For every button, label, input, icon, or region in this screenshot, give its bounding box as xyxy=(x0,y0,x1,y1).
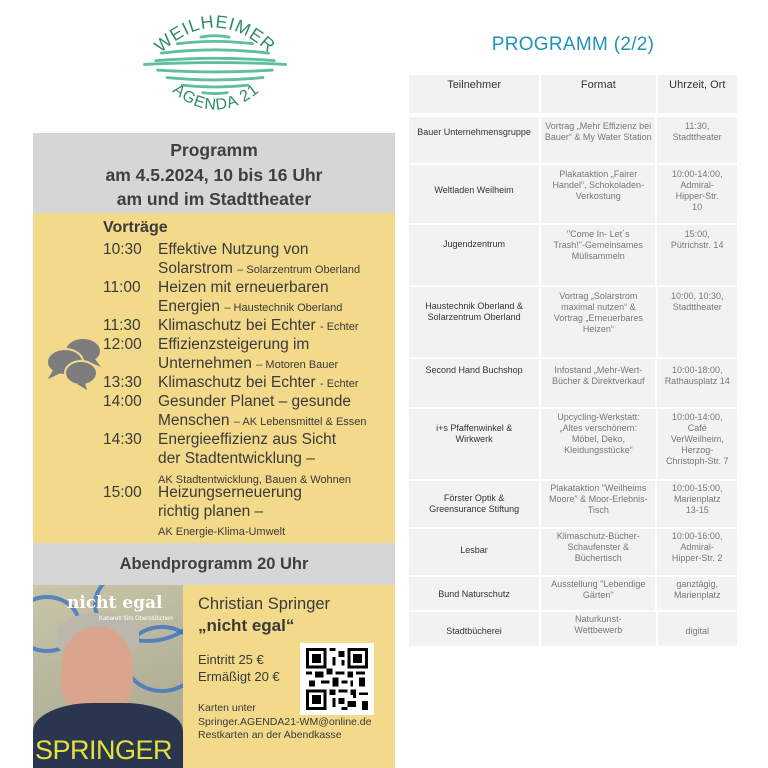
talk-speaker: AK Stadtentwicklung, Bauen & Wohnen xyxy=(158,474,352,486)
table-row xyxy=(409,529,737,575)
talk-title: Heizungserneuerung xyxy=(158,484,302,501)
table-row xyxy=(409,577,737,610)
talk-item xyxy=(103,316,393,337)
evening-header: Abendprogramm 20 Uhr xyxy=(33,543,395,585)
participant-cell: Förster Optik & Greensurance Stiftung xyxy=(409,481,539,527)
table-row xyxy=(409,409,737,479)
format-cell: Plakataktion „Fairer Handel“, Schokoladen-Verkostung xyxy=(541,165,655,223)
format-cell: Vortrag „Mehr Effizienz bei Bauer“ & My Water Station xyxy=(541,117,655,163)
qr-code-icon xyxy=(306,648,368,710)
talk-speaker: – Motoren Bauer xyxy=(256,359,339,371)
talk-speaker: – Haustechnik Oberland xyxy=(224,302,343,314)
header-line-3: am und im Stadttheater xyxy=(116,189,312,209)
participant-cell: Lesbar xyxy=(409,529,539,575)
poster-name: SPRINGER xyxy=(35,735,173,765)
talk-title: Gesunder Planet – gesunde xyxy=(158,393,352,410)
talk-time: 11:30 xyxy=(103,317,141,334)
participant-cell: Haustechnik Oberland & Solarzentrum Oberland xyxy=(409,287,539,357)
talk-title: Effektive Nutzung von xyxy=(158,241,309,258)
header-line-2: am 4.5.2024, 10 bis 16 Uhr xyxy=(105,164,323,185)
speech-bubbles-icon xyxy=(45,335,103,391)
table-header-row xyxy=(409,75,737,113)
talk-time: 13:30 xyxy=(103,374,142,391)
talk-item xyxy=(103,373,393,394)
talk-title-cont: Menschen xyxy=(158,412,230,429)
price-reduced: Ermäßigt 20 € xyxy=(198,669,280,684)
talk-speaker: – Solarzentrum Oberland xyxy=(237,264,361,276)
participant-cell: Second Hand Buchshop xyxy=(409,359,539,407)
show-title: „nicht egal“ xyxy=(198,616,295,635)
artist-name: Christian Springer xyxy=(198,595,331,613)
program-table xyxy=(409,75,737,646)
talk-item xyxy=(103,483,393,540)
format-cell: Upcycling-Werkstatt: „Altes verschönern: Möbel, Deko, Kleidungsstücke“ xyxy=(541,409,655,479)
table-row xyxy=(409,612,737,646)
talks-section xyxy=(33,213,395,543)
talk-title-cont: Solarstrom xyxy=(158,260,233,277)
participant-cell: Bund Naturschutz xyxy=(409,577,539,610)
time-place-cell: 10:00-18:00, Rathausplatz 14 xyxy=(657,359,737,407)
prices xyxy=(198,651,280,685)
time-place-cell: digital xyxy=(658,612,737,646)
format-cell: Vortrag „Solarstrom maximal nutzen“ & Vortrag „Erneuerbares Heizen“ xyxy=(541,287,655,357)
table-row xyxy=(409,225,737,285)
format-cell: Infostand „Mehr-Wert-Bücher & Direktverkauf xyxy=(541,359,655,407)
participant-cell: Jugendzentrum xyxy=(409,225,539,285)
talk-time: 12:00 xyxy=(103,336,142,353)
format-cell: Naturkunst-Wettbewerb xyxy=(541,612,656,646)
poster-image xyxy=(33,585,183,768)
talk-title-cont: Unternehmen xyxy=(158,355,252,372)
talk-title-cont: richtig planen – xyxy=(158,503,264,520)
table-row xyxy=(409,165,737,223)
program-header xyxy=(33,133,395,213)
format-cell: "Come In- Let´s Trash!"-Gemeinsames Müllsammeln xyxy=(541,225,655,285)
time-place-cell: 10:00-16:00, Admiral-Hipper-Str. 2 xyxy=(657,529,737,575)
talk-title: Energieeffizienz aus Sicht xyxy=(158,431,337,448)
weilheimer-agenda21-logo xyxy=(135,4,295,122)
svg-text:AGENDA 21: AGENDA 21 xyxy=(169,80,263,114)
poster-subtitle: Kabarett fürs Oberstübchen xyxy=(99,616,173,622)
talk-speaker: – AK Lebensmittel & Essen xyxy=(233,416,367,428)
ticket-label: Karten unter xyxy=(198,702,256,714)
talk-item xyxy=(103,240,393,280)
format-cell: Ausstellung "Lebendige Gärten" xyxy=(541,577,655,610)
header-line-1: Programm xyxy=(170,140,258,160)
talks-title: Vorträge xyxy=(103,219,168,236)
column-header-format: Format xyxy=(541,75,655,113)
talk-time: 11:00 xyxy=(103,279,141,296)
time-place-cell: 10:00-14:00, Café VerWeilheim, Herzog-Christoph-Str. 7 xyxy=(658,409,737,479)
time-place-cell: 10:00-14:00, Admiral-Hipper-Str. 10 xyxy=(657,165,737,223)
talk-title-cont: der Stadtentwicklung – xyxy=(158,450,315,467)
talk-item xyxy=(103,392,393,432)
table-row xyxy=(409,359,737,407)
talk-title: Klimaschutz bei Echter xyxy=(158,317,316,334)
time-place-cell: 10:00, 10:30, Stadttheater xyxy=(658,287,738,357)
time-place-cell: 10:00-15:00, Marienplatz 13-15 xyxy=(657,481,737,527)
box-office-note: Restkarten an der Abendkasse xyxy=(198,729,342,741)
logo-waves-icon xyxy=(135,4,295,122)
table-row xyxy=(409,481,737,527)
talk-speaker: - Echter xyxy=(319,321,359,333)
qr-code[interactable] xyxy=(300,643,374,715)
column-header-participant: Teilnehmer xyxy=(409,75,539,113)
evening-section xyxy=(33,585,395,768)
talk-item xyxy=(103,335,393,375)
participant-cell: Stadtbücherei xyxy=(409,612,539,646)
price-full: Eintritt 25 € xyxy=(198,652,264,667)
participant-cell: Bauer Unternehmensgruppe xyxy=(409,117,539,163)
participant-cell: Weltladen Weilheim xyxy=(409,165,539,223)
talk-time: 10:30 xyxy=(103,241,142,258)
program-flyer xyxy=(33,133,395,768)
time-place-cell: 15:00, Pütrichstr. 14 xyxy=(657,225,737,285)
svg-text:WEILHEIMER: WEILHEIMER xyxy=(150,11,280,57)
column-header-time-place: Uhrzeit, Ort xyxy=(658,75,738,113)
time-place-cell: ganztägig, Marienplatz xyxy=(657,577,737,610)
talk-title: Heizen mit erneuerbaren xyxy=(158,279,329,296)
talk-title-cont: Energien xyxy=(158,298,221,315)
talk-time: 14:00 xyxy=(103,393,142,410)
talk-time: 15:00 xyxy=(103,484,142,501)
talk-speaker: AK Energie-Klima-Umwelt xyxy=(158,526,286,538)
talk-title: Klimaschutz bei Echter xyxy=(158,374,316,391)
poster-title: nicht egal xyxy=(67,593,163,613)
talk-speaker: - Echter xyxy=(319,378,359,390)
format-cell: Klimaschutz-Bücher-Schaufenster & Büchertisch xyxy=(541,529,655,575)
format-cell: Plakataktion "Weilheims Moore" & Moor-Erlebnis-Tisch xyxy=(541,481,655,527)
participant-cell: i+s Pfaffenwinkel & Wirkwerk xyxy=(409,409,539,479)
table-row xyxy=(409,287,737,357)
table-row xyxy=(409,117,737,163)
talk-title: Effizienzsteigerung im xyxy=(158,336,310,353)
ticket-email: Springer.AGENDA21-WM@online.de xyxy=(198,715,372,728)
talk-item xyxy=(103,278,393,318)
talk-time: 14:30 xyxy=(103,431,142,448)
program-table-title: PROGRAMM (2/2) xyxy=(491,34,655,55)
time-place-cell: 11:30, Stadttheater xyxy=(657,117,737,163)
